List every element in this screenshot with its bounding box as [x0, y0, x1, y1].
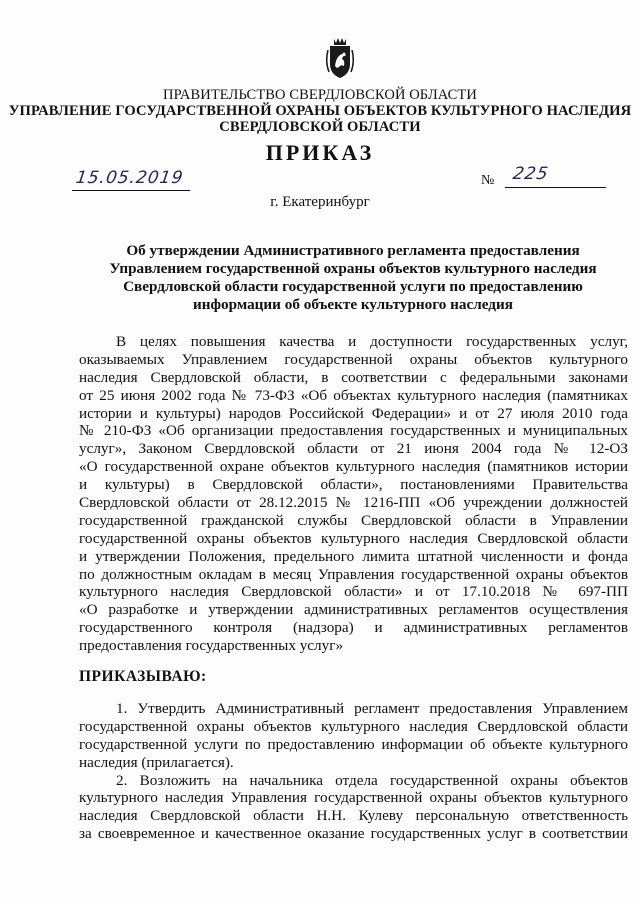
document-type-title: ПРИКАЗ	[265, 140, 375, 165]
text-line: государственного контроля (надзора) и административных регламентов	[79, 619, 628, 637]
order-date-value: 15.05.2019	[74, 168, 185, 188]
text-line: В целях повышения качества и доступности государственных услуг,	[116, 333, 628, 350]
number-sign: №	[481, 173, 495, 188]
item-2-line: 2. Возложить на начальника отдела государственной охраны объектов	[116, 771, 628, 789]
text-line: оказываемых Управлением государственной охраны объектов культурного	[79, 350, 628, 368]
text-line: услуг», Законом Свердловской области от 21 июня 2004 года № 12-ОЗ	[79, 440, 628, 458]
department-name-line-2: СВЕРДЛОВСКОЙ ОБЛАСТИ	[219, 119, 421, 135]
text-line: «О разработке и утверждении административных регламентов осуществления	[79, 601, 628, 619]
text-line: наследия Свердловской области, в соответствии с федеральными законами	[79, 368, 628, 386]
preamble-paragraph	[79, 333, 628, 655]
text-line: культурного наследия Свердловской области» и от 17.10.2018 № 697-ПП	[79, 583, 628, 601]
government-name: ПРАВИТЕЛЬСТВО СВЕРДЛОВСКОЙ ОБЛАСТИ	[163, 87, 477, 103]
item-1-line: 1. Утвердить Административный регламент предоставления Управлением	[116, 700, 628, 717]
item-2-line: наследия Свердловской области Н.Н. Кулеву персональную ответственность	[79, 807, 628, 825]
coat-of-arms-icon	[323, 36, 357, 80]
text-line: «О государственной охране объектов культурного наследия (памятников истории	[79, 458, 628, 476]
item-1-line: государственной услуги по предоставлению информации об объекте культурного	[79, 735, 628, 753]
subject-line: Свердловской области государственной услуги по предоставлению	[123, 278, 583, 295]
text-line: и утверждении Положения, предельного лимита штатной численности и фонда	[79, 547, 628, 565]
text-line: по должностным окладам в месяц Управления государственной охраны объектов	[79, 565, 628, 583]
text-line: и культуры) в Свердловской области», постановлениями Правительства	[79, 476, 628, 494]
order-directive-heading: ПРИКАЗЫВАЮ:	[79, 668, 207, 685]
text-line: Свердловской области от 28.12.2015 № 1216-ПП «Об учреждении должностей	[79, 494, 628, 512]
order-number-field	[481, 164, 606, 190]
text-line: от 25 июня 2002 года № 73-ФЗ «Об объектах культурного наследия (памятниках	[79, 386, 628, 404]
department-name-line-1: УПРАВЛЕНИЕ ГОСУДАРСТВЕННОЙ ОХРАНЫ ОБЪЕКТОВ КУЛЬТУРНОГО НАСЛЕДИЯ	[8, 103, 632, 119]
order-number-value: 225	[511, 164, 551, 184]
item-2-line: культурного наследия Управления государственной охраны объектов культурного	[79, 789, 628, 807]
number-underline	[505, 187, 606, 188]
item-2-line: за своевременное и качественное оказание государственных услуг в соответствии	[79, 825, 628, 843]
text-line: № 210-ФЗ «Об организации предоставления государственных и муниципальных	[79, 422, 628, 440]
text-line: истории и культуры) народов Российской Федерации» и от 27 июля 2010 года	[79, 404, 628, 422]
item-1-line: государственной охраны объектов культурного наследия Свердловской области	[79, 717, 628, 735]
coat-of-arms-svg	[323, 36, 357, 80]
city-name: г. Екатеринбург	[270, 194, 370, 210]
text-line: государственной охраны объектов культурного наследия Свердловской области	[79, 529, 628, 547]
text-line: государственной гражданской службы Свердловской области в Управлении	[79, 511, 628, 529]
subject-line: Об утверждении Административного регламента предоставления	[126, 242, 580, 259]
order-subject	[78, 242, 628, 314]
order-items	[79, 700, 628, 843]
order-date-field	[72, 164, 190, 191]
text-line: предоставления государственных услуг»	[79, 637, 344, 655]
item-1-line: наследия (прилагается).	[79, 753, 234, 771]
subject-line: информации об объекте культурного наследия	[193, 296, 513, 313]
subject-line: Управлением государственной охраны объектов культурного наследия	[109, 260, 597, 277]
